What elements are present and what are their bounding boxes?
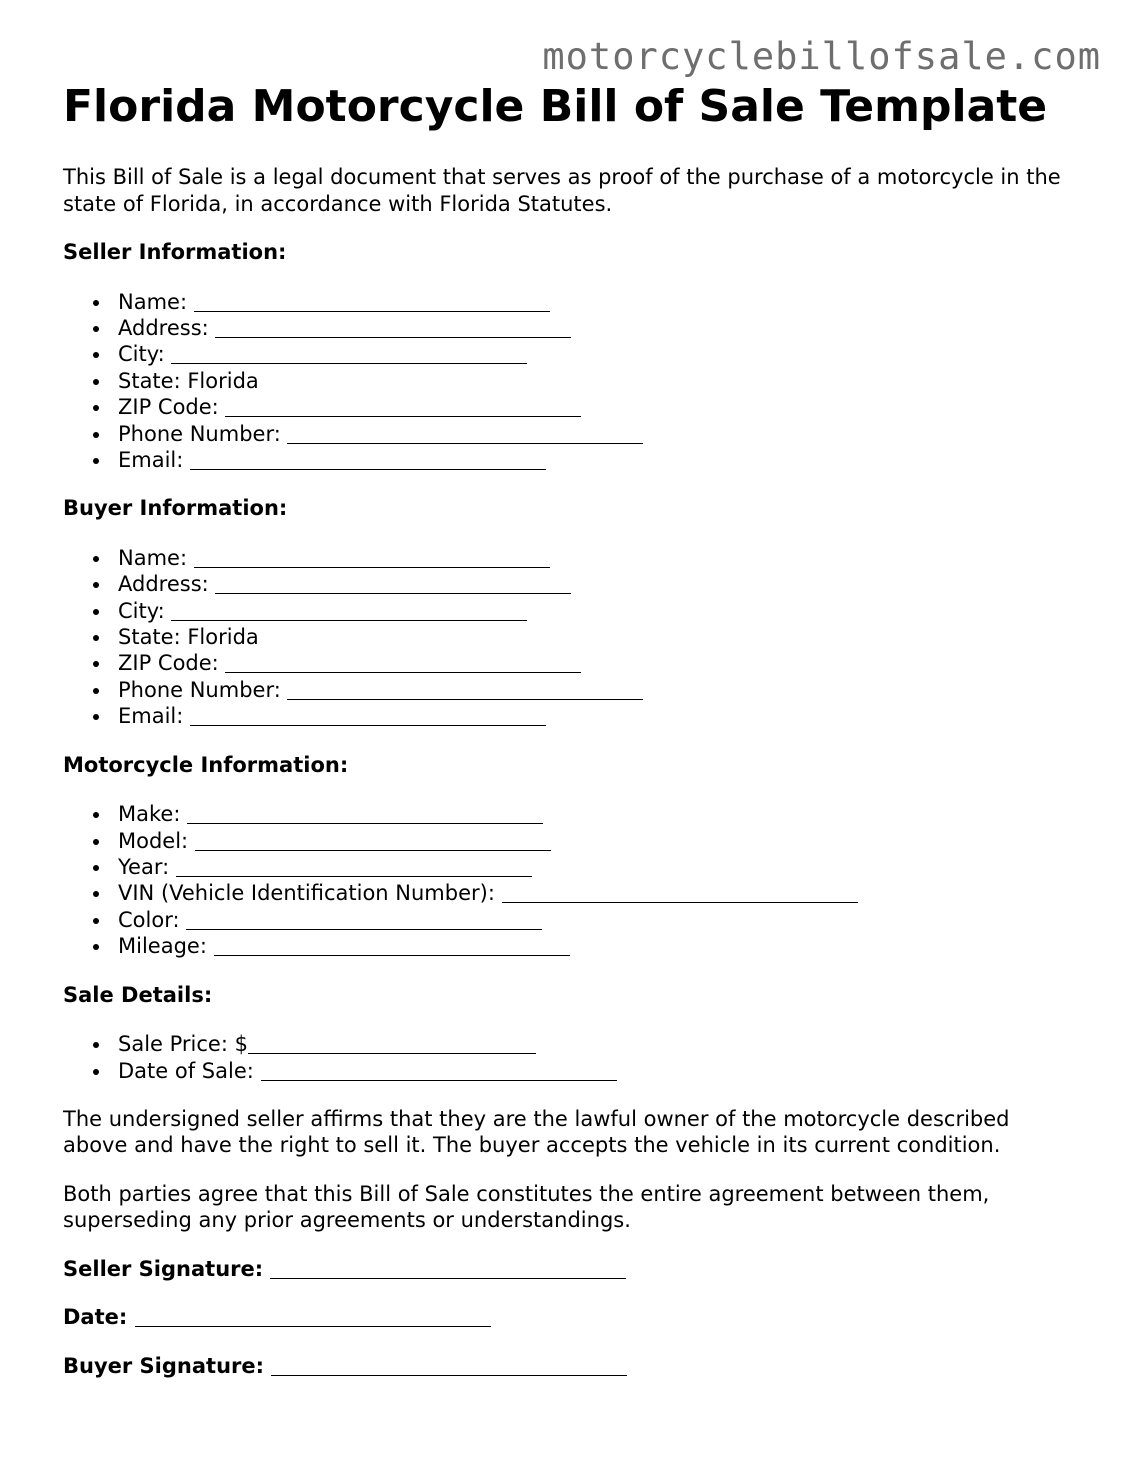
signature-date-line [63, 1304, 1073, 1331]
buyer-zip-blank[interactable] [225, 652, 581, 673]
field-label: Model: [118, 828, 189, 853]
seller-address-field [63, 315, 1073, 341]
buyer-city-field [63, 598, 1073, 624]
signature-date-blank[interactable] [135, 1306, 491, 1327]
field-label: Email: [118, 447, 184, 472]
buyer-address-field [63, 571, 1073, 597]
motorcycle-color-blank[interactable] [186, 909, 542, 930]
seller-phone-blank[interactable] [287, 423, 643, 444]
field-label: Email: [118, 704, 184, 729]
motorcycle-vin-blank[interactable] [502, 882, 858, 903]
sale-date-blank[interactable] [261, 1060, 617, 1081]
buyer-signature-line [63, 1353, 1073, 1380]
motorcycle-vin-field [63, 880, 1073, 906]
buyer-field-list [63, 545, 1073, 730]
motorcycle-make-field [63, 801, 1073, 827]
seller-signature-line [63, 1256, 1073, 1283]
seller-phone-field [63, 421, 1073, 447]
motorcycle-field-list [63, 801, 1073, 959]
sale-price-blank[interactable] [248, 1033, 536, 1054]
field-label: Phone Number: [118, 421, 281, 446]
sale-section-heading: Sale Details: [63, 982, 213, 1007]
buyer-phone-blank[interactable] [287, 679, 643, 700]
seller-address-blank[interactable] [215, 317, 571, 338]
buyer-email-field [63, 703, 1073, 729]
motorcycle-year-blank[interactable] [176, 856, 532, 877]
seller-email-blank[interactable] [190, 449, 546, 470]
buyer-state-field [63, 624, 1073, 650]
field-label: State: Florida [118, 368, 259, 393]
page-title: Florida Motorcycle Bill of Sale Template [63, 81, 1048, 132]
field-label: Make: [118, 802, 181, 827]
motorcycle-color-field [63, 907, 1073, 933]
field-label: Phone Number: [118, 677, 281, 702]
buyer-email-blank[interactable] [190, 705, 546, 726]
motorcycle-model-blank[interactable] [195, 830, 551, 851]
buyer-zip-field [63, 650, 1073, 676]
field-label: Name: [118, 545, 188, 570]
motorcycle-mileage-field [63, 933, 1073, 959]
seller-section-heading: Seller Information: [63, 240, 287, 264]
seller-city-field [63, 341, 1073, 367]
site-watermark: motorcyclebillofsale.com [542, 35, 1101, 78]
seller-zip-field [63, 394, 1073, 420]
buyer-address-blank[interactable] [215, 573, 571, 594]
agreement-paragraph: Both parties agree that this Bill of Sale constitutes the entire agreement between them, superseding any prior agreements or understandings. [63, 1181, 990, 1233]
buyer-section-heading: Buyer Information: [63, 496, 288, 521]
intro-paragraph: This Bill of Sale is a legal document that serves as proof of the purchase of a motorcycle in the state of Florida, in accordance with Florida Statutes. [63, 165, 1061, 216]
buyer-phone-field [63, 677, 1073, 703]
buyer-city-blank[interactable] [171, 600, 527, 621]
seller-signature-blank[interactable] [270, 1258, 626, 1279]
motorcycle-model-field [63, 828, 1073, 854]
seller-signature-label: Seller Signature: [63, 1256, 264, 1281]
sale-field-list [63, 1031, 1073, 1084]
seller-city-blank[interactable] [171, 343, 527, 364]
seller-name-blank[interactable] [194, 291, 550, 312]
field-label: Address: [118, 572, 209, 597]
sale-date-field [63, 1058, 1073, 1084]
buyer-signature-blank[interactable] [271, 1355, 627, 1376]
field-label: Name: [118, 289, 188, 314]
field-label: Year: [118, 855, 170, 879]
field-label: ZIP Code: [118, 395, 219, 420]
motorcycle-section-heading: Motorcycle Information: [63, 752, 349, 777]
buyer-name-blank[interactable] [194, 547, 550, 568]
seller-state-field [63, 368, 1073, 394]
motorcycle-year-field [63, 854, 1073, 880]
field-label: Date of Sale: [118, 1058, 254, 1083]
field-label: Color: [118, 907, 180, 932]
seller-zip-blank[interactable] [225, 396, 581, 417]
field-label: State: Florida [118, 625, 259, 650]
seller-name-field [63, 289, 1073, 315]
motorcycle-mileage-blank[interactable] [214, 935, 570, 956]
bill-of-sale-document [63, 80, 1073, 1379]
buyer-name-field [63, 545, 1073, 571]
field-label: Mileage: [118, 934, 207, 959]
sale-price-field [63, 1031, 1073, 1057]
field-label: VIN (Vehicle Identification Number): [118, 881, 495, 906]
field-label: Sale Price: $ [118, 1032, 248, 1057]
field-label: ZIP Code: [118, 651, 219, 676]
field-label: Address: [118, 315, 209, 340]
affirmation-paragraph: The undersigned seller affirms that they are the lawful owner of the motorcycle described above and have the right to sell it. The buyer accepts the vehicle in its current condition. [63, 1106, 1010, 1158]
motorcycle-make-blank[interactable] [187, 803, 543, 824]
seller-email-field [63, 447, 1073, 473]
field-label: City: [118, 598, 165, 623]
signature-date-label: Date: [63, 1305, 128, 1330]
buyer-signature-label: Buyer Signature: [63, 1353, 265, 1378]
field-label: City: [118, 342, 165, 367]
seller-field-list [63, 289, 1073, 474]
